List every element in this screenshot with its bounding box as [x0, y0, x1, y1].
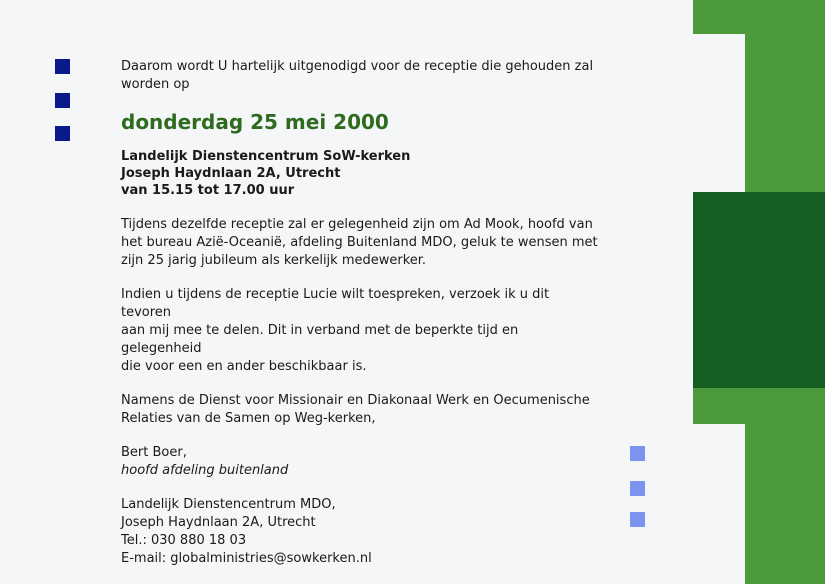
paragraph-on-behalf: Namens de Dienst voor Missionair en Diakonaal Werk en Oecumenische Relaties van de Samen op Weg-kerken, — [121, 393, 590, 426]
navy-square-decoration — [55, 59, 70, 74]
contact-phone: Tel.: 030 880 18 03 — [121, 533, 247, 548]
paragraph-speech: Indien u tijdens de receptie Lucie wilt toespreken, verzoek ik u dit tevoren aan mij mee te delen. Dit in verband met de beperkte tijd en gelegenheid die voor een en ander beschikbaar is. — [121, 287, 550, 374]
navy-square-decoration — [55, 93, 70, 108]
blue-square-decoration — [630, 512, 645, 527]
signature-block — [121, 444, 601, 480]
invitation-text — [121, 58, 601, 568]
intro-text: Daarom wordt U hartelijk uitgenodigd voor de receptie die gehouden zal worden op — [121, 59, 594, 92]
blue-square-decoration — [630, 481, 645, 496]
contact-email[interactable]: E-mail: globalministries@sowkerken.nl — [121, 551, 372, 566]
venue-address: Joseph Haydnlaan 2A, Utrecht — [121, 166, 341, 181]
event-date: donderdag 25 mei 2000 — [121, 110, 389, 134]
green-band-decoration — [693, 0, 825, 584]
signer-name: Bert Boer, — [121, 445, 187, 460]
dark-green-block — [693, 192, 825, 388]
contact-block — [121, 496, 601, 568]
contact-org: Landelijk Dienstencentrum MDO, — [121, 497, 336, 512]
venue-name: Landelijk Dienstencentrum SoW-kerken — [121, 149, 411, 164]
signer-title: hoofd afdeling buitenland — [121, 463, 289, 478]
contact-address: Joseph Haydnlaan 2A, Utrecht — [121, 515, 316, 530]
blue-square-decoration — [630, 446, 645, 461]
paragraph-jubileum: Tijdens dezelfde receptie zal er gelegenheid zijn om Ad Mook, hoofd van het bureau Azië-Oceanië, afdeling Buitenland MDO, geluk te wensen met zijn 25 jarig jubileum als kerkelijk medewerker. — [121, 217, 598, 268]
navy-square-decoration — [55, 126, 70, 141]
venue-block — [121, 148, 601, 199]
venue-time: van 15.15 tot 17.00 uur — [121, 183, 295, 198]
